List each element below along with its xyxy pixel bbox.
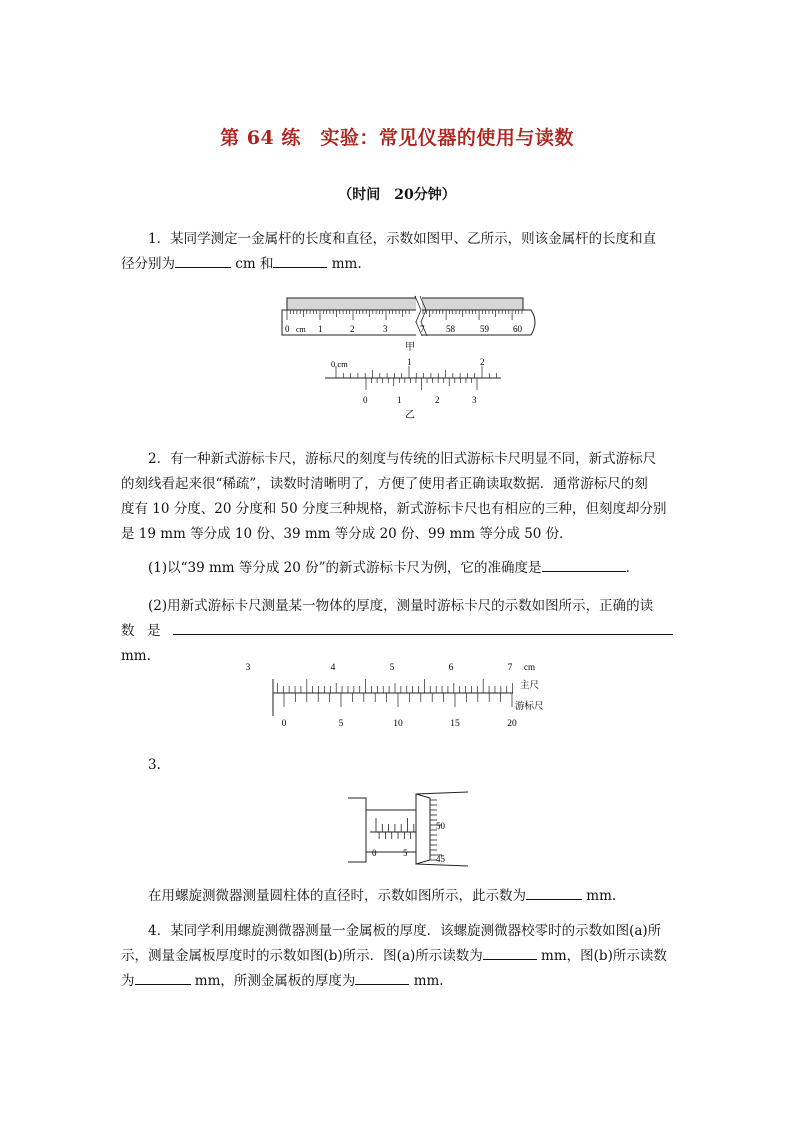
yi-vern-1: 1 [397, 395, 402, 405]
q4-blank-thickness[interactable] [355, 970, 409, 985]
q3-text: 在用螺旋测微器测量圆柱体的直径时，示数如图所示，此示数为 [148, 888, 526, 904]
caption-yi: 乙 [405, 410, 415, 420]
q3-sleeve-0: 0 [372, 848, 377, 858]
q4-line-3-c: mm. [409, 973, 444, 989]
q2-blank-reading[interactable] [173, 620, 673, 635]
q1-line-2 [121, 252, 673, 277]
q2-vern-label-5: 5 [338, 719, 344, 729]
q2-line-1: 2．有一种新式游标卡尺，游标尺的刻度与传统的旧式游标卡尺明显不同，新式游标尺 [148, 451, 657, 467]
q2-blank-precision[interactable] [542, 557, 626, 572]
yi-unit: 0 cm [331, 359, 348, 369]
jia-label-57: 7 [420, 324, 425, 334]
figure-q2 [236, 655, 566, 735]
q2-sub1-end: ． [625, 560, 640, 576]
q4-line-3-b: mm，所测金属板的厚度为 [190, 973, 356, 989]
q2-main-label-5: 5 [389, 663, 395, 673]
q2-main-label-6: 6 [448, 663, 454, 673]
question-3 [121, 884, 673, 909]
q2-sub2-line-1: (2)用新式游标卡尺测量某一物体的厚度，测量时游标卡尺的示数如图所示，正确的读 [148, 598, 654, 614]
q2-vernier-name: 游标尺 [515, 702, 544, 712]
q2-vern-label-10: 10 [393, 719, 403, 729]
jia-label-58: 58 [446, 324, 455, 334]
q2-sub2-prefix: 数是 [121, 623, 173, 639]
jia-label-0: 0 [285, 324, 290, 334]
jia-label-60: 60 [513, 324, 522, 334]
q2-sub1-text: (1)以“39 mm 等分成 20 份”的新式游标卡尺为例，它的准确度是 [148, 560, 542, 576]
q2-sub-1 [121, 556, 673, 581]
page-title: 第 64 练 实验：常见仪器的使用与读数 [220, 127, 574, 149]
q2-main-label-4: 4 [330, 663, 336, 673]
yi-vern-0: 0 [363, 395, 368, 405]
q1-unit-cm: cm 和 [231, 256, 274, 272]
q3-number: 3. [148, 757, 161, 773]
time-limit: （时间 20分钟） [338, 187, 456, 203]
q2-vern-label-20: 20 [507, 719, 517, 729]
jia-label-59: 59 [480, 324, 489, 334]
q1-blank-length[interactable] [175, 253, 231, 268]
yi-main-1: 1 [407, 357, 412, 367]
q4-line-3-a: 为 [121, 973, 135, 989]
ruler-jia [282, 296, 535, 353]
q1-unit-mm: mm. [327, 256, 362, 272]
jia-label-1: 1 [318, 324, 323, 334]
question-1 [121, 227, 673, 277]
figure-q3-micrometer [342, 788, 476, 868]
figure-q1 [275, 292, 555, 420]
q4-line-2-b: mm，图(b)所示读数 [536, 948, 667, 964]
q3-sleeve-5: 5 [403, 848, 408, 858]
q4-blank-a[interactable] [483, 945, 537, 960]
q2-main-label-3: 3 [245, 663, 251, 673]
yi-vern-2: 2 [435, 395, 440, 405]
q3-thimble-45: 45 [436, 854, 445, 864]
jia-unit: cm [296, 325, 306, 334]
q4-line-2-a: 示，测量金属板厚度时的示数如图(b)所示．图(a)所示读数为 [121, 948, 483, 964]
q2-line-4: 是 19 mm 等分成 10 份、39 mm 等分成 20 份、99 mm 等分成 50 份． [121, 526, 573, 542]
q2-line-2: 的刻线看起来很“稀疏”，读数时清晰明了，方便了使用者正确读取数据．通常游标尺的刻 [121, 476, 648, 492]
yi-vern-3: 3 [472, 395, 477, 405]
jia-label-3: 3 [383, 324, 388, 334]
q4-line-2 [121, 944, 673, 969]
q4-line-3 [121, 969, 673, 994]
q3-blank-reading[interactable] [526, 885, 582, 900]
q3-thimble-50: 50 [436, 821, 445, 831]
jia-label-2: 2 [350, 324, 355, 334]
q2-main-name: 主尺 [520, 681, 540, 691]
q4-line-1: 4．某同学利用螺旋测微器测量一金属板的厚度．该螺旋测微器校零时的示数如图(a)所 [148, 923, 662, 939]
q2-main-label-7: 7 [507, 663, 513, 673]
q2-vern-label-0: 0 [281, 719, 287, 729]
question-2 [121, 447, 673, 547]
caption-jia: 甲 [405, 342, 415, 353]
q2-sub2-unit: mm. [121, 648, 151, 664]
q2-unit: cm [524, 662, 535, 672]
q3-unit: mm. [582, 888, 617, 904]
q4-blank-b[interactable] [135, 970, 191, 985]
q1-line-1: 1．某同学测定一金属杆的长度和直径，示数如图甲、乙所示，则该金属杆的长度和直 [148, 231, 657, 247]
vernier-yi [325, 357, 501, 420]
q1-prefix: 径分别为 [121, 256, 175, 272]
q2-line-3: 度有 10 分度、20 分度和 50 分度三种规格，新式游标卡尺也有相应的三种，但刻度却分别 [121, 501, 667, 517]
question-4 [121, 919, 673, 994]
yi-main-2: 2 [480, 357, 485, 367]
q2-vern-label-15: 15 [450, 719, 460, 729]
q1-blank-diameter[interactable] [273, 253, 327, 268]
